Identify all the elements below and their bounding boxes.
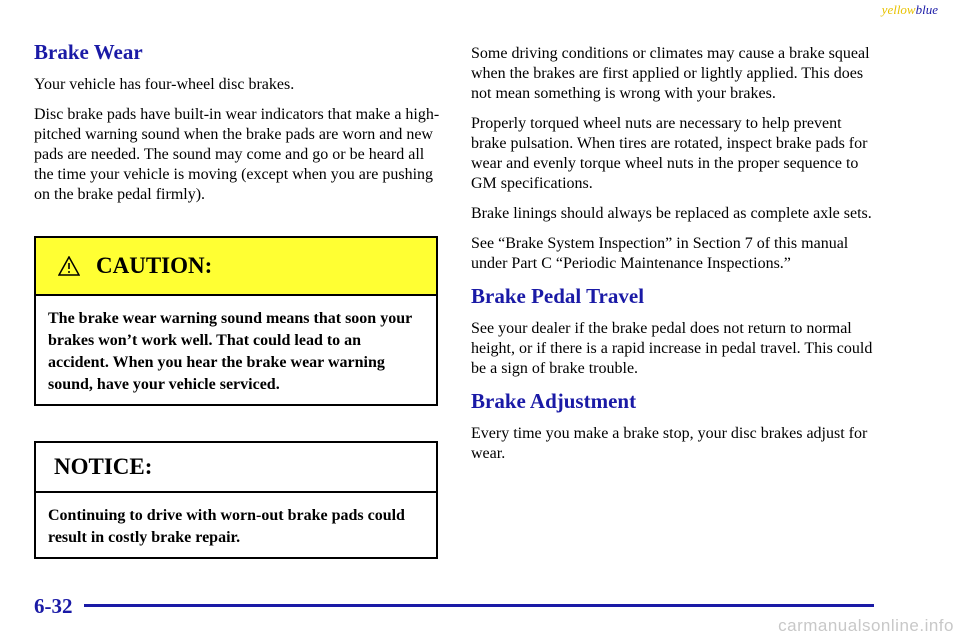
brake-adjustment-paragraph: Every time you make a brake stop, your disc brakes adjust for wear. bbox=[471, 425, 868, 462]
brake-squeal-paragraph: Some driving conditions or climates may cause a brake squeal when the brakes are first applied or lightly applied. This does not mean something is wrong with your brakes. bbox=[471, 45, 870, 102]
watermark: carmanualsonline.info bbox=[778, 616, 954, 635]
brake-linings-paragraph: Brake linings should always be replaced as complete axle sets. bbox=[471, 205, 872, 222]
caution-box bbox=[34, 236, 438, 406]
notice-box bbox=[34, 441, 438, 559]
notice-title: NOTICE: bbox=[54, 454, 153, 479]
page-number: 6-32 bbox=[34, 594, 73, 618]
color-tag-blue: blue bbox=[915, 2, 938, 17]
brake-adjustment-heading: Brake Adjustment bbox=[471, 389, 637, 413]
brake-pedal-travel-paragraph: See your dealer if the brake pedal does not return to normal height, or if there is a rapid increase in pedal travel. This could be a sign of brake trouble. bbox=[471, 320, 873, 377]
notice-text: Continuing to drive with worn-out brake pads could result in costly brake repair. bbox=[48, 507, 405, 546]
caution-title: CAUTION: bbox=[96, 253, 213, 278]
brake-wear-intro: Your vehicle has four-wheel disc brakes. bbox=[34, 76, 295, 93]
wheel-nuts-paragraph: Properly torqued wheel nuts are necessary to help prevent brake pulsation. When tires are rotated, inspect brake pads for wear and evenly torque wheel nuts in the proper sequence to GM specifications. bbox=[471, 115, 868, 192]
right-column bbox=[471, 44, 881, 474]
left-column bbox=[34, 40, 442, 215]
brake-pedal-travel-heading: Brake Pedal Travel bbox=[471, 284, 645, 308]
color-tag bbox=[882, 2, 938, 18]
caution-header bbox=[36, 238, 436, 296]
brake-wear-indicators: Disc brake pads have built-in wear indicators that make a high-pitched warning sound when the brake pads are worn and new pads are needed. The sound may come and go or be heard all the time your vehicle is moving (except when you are pushing on the brake pedal firmly). bbox=[34, 106, 440, 203]
notice-header bbox=[36, 443, 436, 493]
caution-text: The brake wear warning sound means that soon your brakes won’t work well. That could lead to an accident. When you hear the brake wear warning sound, have your vehicle serviced. bbox=[48, 310, 412, 393]
color-tag-yellow: yellow bbox=[881, 2, 916, 17]
inspection-reference-paragraph: See “Brake System Inspection” in Section 7 of this manual under Part C “Periodic Maintenance Inspections.” bbox=[471, 235, 849, 272]
footer-rule bbox=[84, 604, 874, 607]
warning-triangle-icon bbox=[58, 256, 80, 276]
brake-wear-heading: Brake Wear bbox=[34, 40, 143, 64]
